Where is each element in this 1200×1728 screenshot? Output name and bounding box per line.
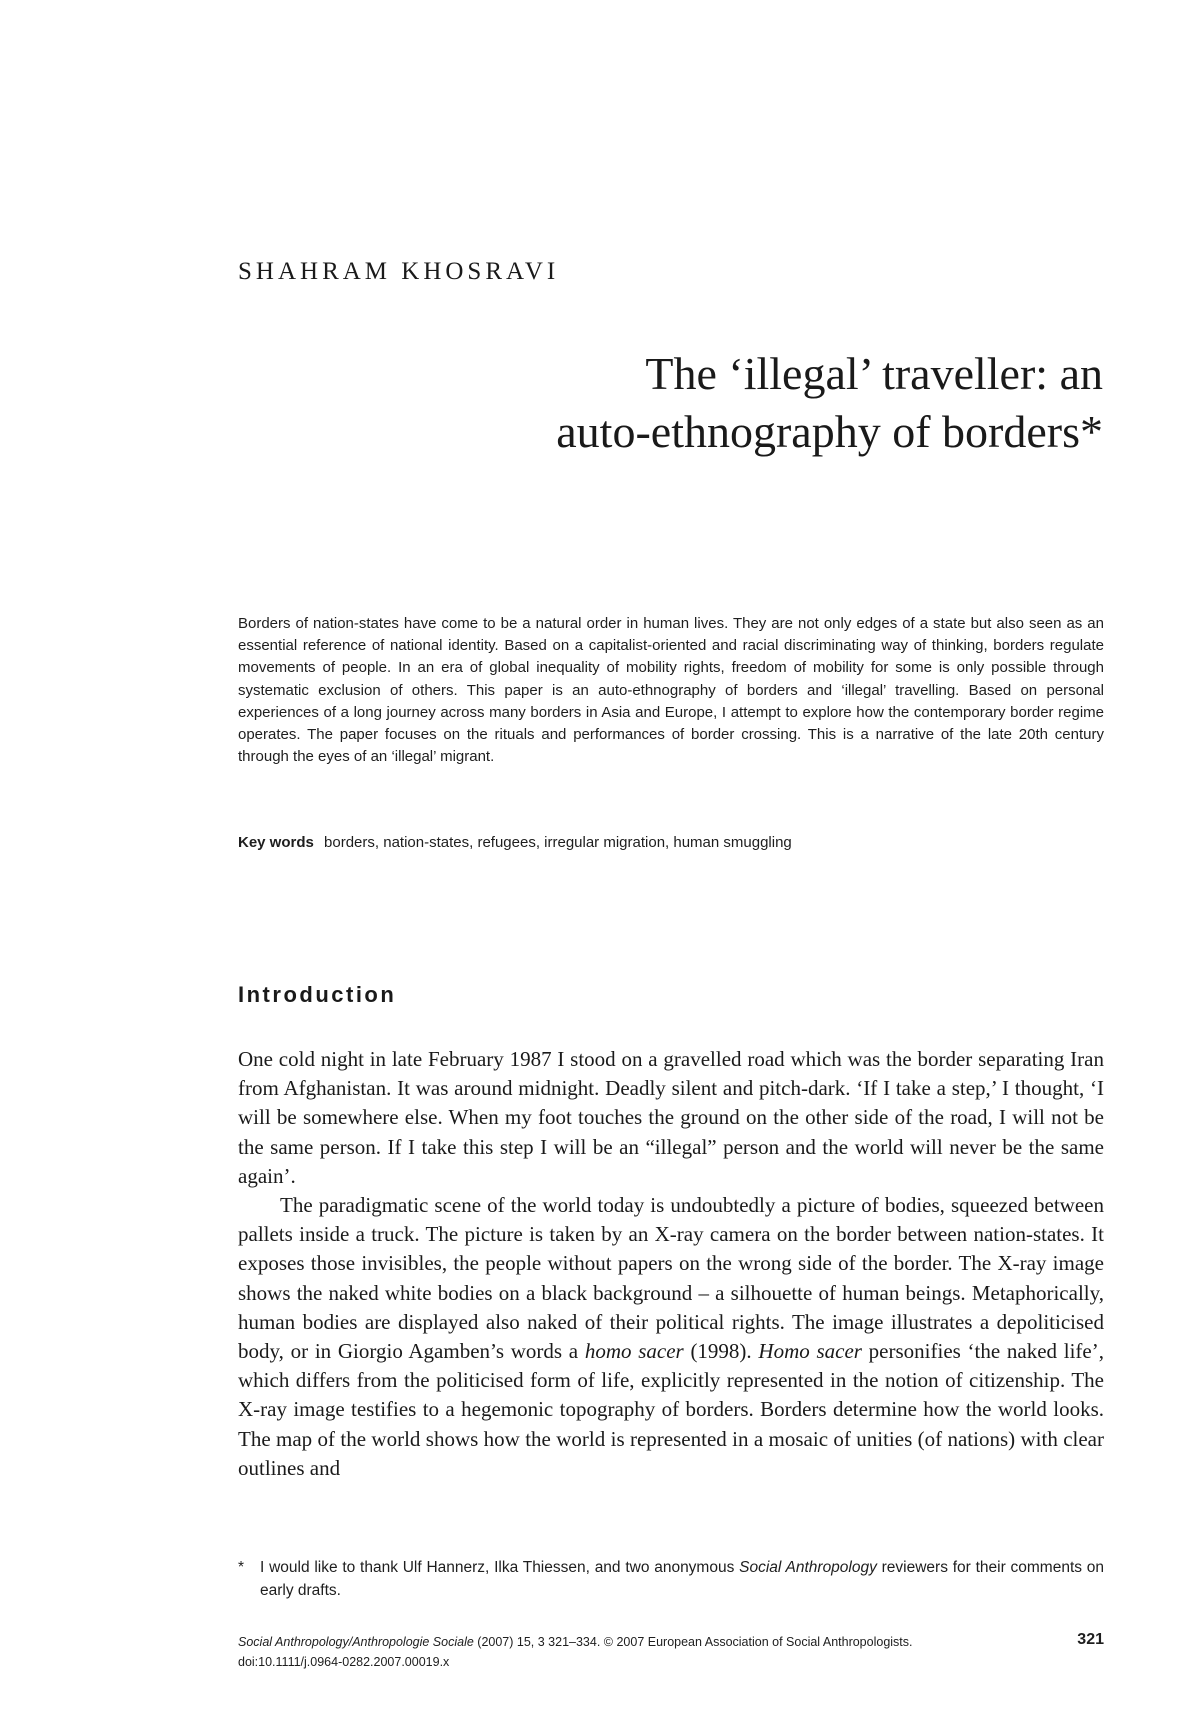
title-line-1: The ‘illegal’ traveller: an (645, 348, 1103, 399)
keywords (238, 832, 1104, 854)
keywords-label: Key words (238, 834, 314, 851)
abstract: Borders of nation-states have come to be a natural order in human lives. They are not only edges of a state but also seen as an essential reference of national identity. Based on a capitalist-oriented and racial discriminating way of thinking, borders regulate movements of people. In an era of global inequality of mobility rights, freedom of mobility for some is only possible through systematic exclusion of others. This paper is an auto-ethnography of borders and ‘illegal’ travelling. Based on personal experiences of a long journey across many borders in Asia and Europe, I attempt to explore how the contemporary border regime operates. The paper focuses on the rituals and performances of border crossing. This is a narrative of the late 20th century through the eyes of an ‘illegal’ migrant. (238, 615, 1104, 766)
keywords-text: borders, nation-states, refugees, irregular migration, human smuggling (324, 834, 792, 851)
doi: doi:10.1111/j.0964-0282.2007.00019.x (238, 1655, 450, 1669)
footnote-italic: Social Anthropology (739, 1559, 877, 1576)
section-heading-introduction: Introduction (238, 982, 397, 1007)
footnote-text-after: reviewers for their comments on early drafts. (260, 1559, 1105, 1599)
author-name: SHAHRAM KHOSRAVI (238, 258, 560, 285)
journal-details: (2007) 15, 3 321–334. © 2007 European Association of Social Anthropologists. (473, 1635, 913, 1649)
paragraph-2-part-3: personifies ‘the naked life’, which differs from the politicised form of life, explicitly represented in the notion of citizenship. The X-ray image testifies to a hegemonic topography of borders. Borders determine how the world looks. The map of the world shows how the world is represented in a mosaic of unities (of nations) with clear outlines and (238, 1339, 1104, 1480)
paragraph-2-part-2: (1998). (683, 1339, 759, 1364)
journal-citation (238, 1632, 1104, 1652)
footnote-text-before: I would like to thank Ulf Hannerz, Ilka Thiessen, and two anonymous (260, 1559, 740, 1576)
title-line-2: auto-ethnography of borders* (556, 406, 1103, 457)
paragraph-2-italic-1: homo sacer (584, 1339, 684, 1364)
page-number: 321 (1077, 1631, 1104, 1648)
body-text (238, 1045, 1104, 1483)
footnote-mark: * (238, 1559, 245, 1576)
article-title (303, 345, 1103, 461)
paragraph-2 (238, 1191, 1104, 1483)
paragraph-1: One cold night in late February 1987 I stood on a gravelled road which was the border separating Iran from Afghanistan. It was around midnight. Deadly silent and pitch-dark. ‘If I take a step,’ I thought, ‘I will be somewhere else. When my foot touches the ground on the other side of the road, I will not be the same person. If I take this step I will be an “illegal” person and the world will never be the same again’. (238, 1047, 1104, 1188)
footnote (238, 1556, 1104, 1602)
paragraph-2-part-1: The paradigmatic scene of the world today is undoubtedly a picture of bodies, squeezed between pallets inside a truck. The picture is taken by an X-ray camera on the border between nation-states. It exposes those invisibles, the people without papers on the wrong side of the border. The X-ray image shows the naked white bodies on a black background – a silhouette of human beings. Metaphorically, human bodies are displayed also naked of their political rights. The image illustrates a depoliticised body, or in Giorgio Agamben’s words a (238, 1193, 1104, 1364)
page-footer (238, 1632, 1104, 1672)
journal-name: Social Anthropology/Anthropologie Sociale (238, 1635, 474, 1649)
paragraph-2-italic-2: Homo sacer (758, 1339, 862, 1364)
footnote-text (238, 1556, 1104, 1602)
